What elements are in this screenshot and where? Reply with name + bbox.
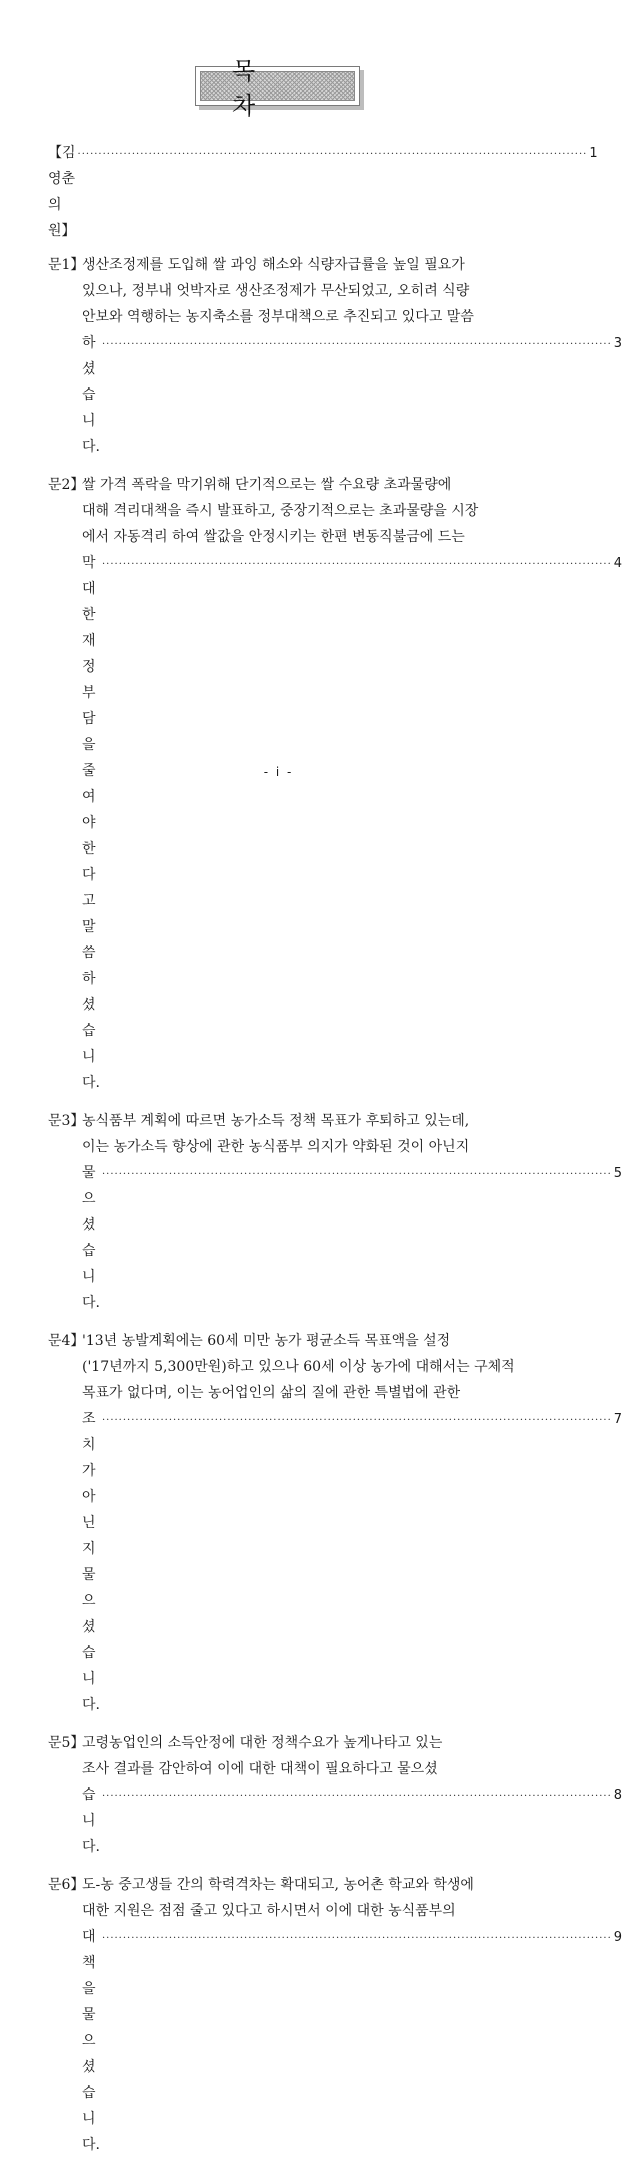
toc-page-number: 5 (613, 1166, 622, 1181)
toc-entry[interactable] (48, 252, 622, 460)
toc-entry-label: 문4】 (48, 1333, 85, 1349)
toc-entry-body (82, 1328, 622, 1718)
toc-entry-text: 막대한 재정부담을 줄여야 한다고 말씀하셨습니다. (82, 555, 100, 1091)
toc-entry-line: '13년 농발계획에는 60세 미만 농가 평균소득 목표액을 설정 (82, 1333, 451, 1349)
toc-entry-line: 농식품부 계획에 따르면 농가소득 정책 목표가 후퇴하고 있는데, (82, 1113, 470, 1129)
table-of-contents (48, 140, 622, 2170)
toc-page-number: 9 (613, 1930, 622, 1945)
toc-page-number: 1 (589, 146, 598, 161)
toc-entry[interactable] (48, 1328, 622, 1718)
toc-entry-last-line (82, 330, 622, 460)
toc-entry-label: 문6】 (48, 1877, 85, 1893)
toc-entry-line: 생산조정제를 도입해 쌀 과잉 해소와 식량자급률을 높일 필요가 (82, 257, 465, 273)
toc-entry-label: 문5】 (48, 1735, 85, 1751)
toc-entry[interactable] (48, 1730, 622, 1860)
toc-entry-line: 에서 자동격리 하여 쌀값을 안정시키는 한편 변동직불금에 드는 (82, 529, 465, 545)
toc-entry-label: 문1】 (48, 257, 85, 273)
dot-leader (102, 1408, 612, 1434)
page-footer-number: - i - (263, 765, 294, 779)
toc-page-number: 8 (613, 1788, 622, 1803)
toc-page-number: 7 (613, 1412, 622, 1427)
toc-entry-text: 습니다. (82, 1787, 100, 1855)
dot-leader (78, 142, 588, 168)
toc-entry-line: 대해 격리대책을 즉시 발표하고, 중장기적으로는 초과물량을 시장 (82, 503, 479, 519)
toc-entry[interactable] (48, 140, 598, 244)
toc-entry-body (82, 1108, 622, 1316)
toc-entry-last-line (82, 1782, 622, 1860)
toc-entry-line: 조사 결과를 감안하여 이에 대한 대책이 필요하다고 물으셨 (82, 1761, 438, 1777)
toc-entry[interactable] (48, 472, 622, 1096)
toc-entry-text: 대책을 물으셨습니다. (82, 1929, 100, 2153)
page-title: 목 차 (232, 57, 292, 120)
dot-leader (102, 1926, 612, 1952)
dot-leader (102, 1162, 612, 1188)
toc-entry-label: 문3】 (48, 1113, 85, 1129)
dot-leader (102, 552, 612, 578)
toc-entry-label: 【김영춘 의원】 (48, 145, 76, 239)
toc-entry-body (82, 252, 622, 460)
dot-leader (102, 1784, 612, 1810)
dot-leader (102, 332, 612, 358)
toc-entry[interactable] (48, 1872, 622, 2158)
toc-entry-last-line (82, 550, 622, 1096)
toc-entry-line: 안보와 역행하는 농지축소를 정부대책으로 추진되고 있다고 말씀 (82, 309, 474, 325)
toc-entry-line: 대한 지원은 점점 줄고 있다고 하시면서 이에 대한 농식품부의 (82, 1903, 456, 1919)
toc-entry-last-line (82, 1406, 622, 1718)
toc-entry-last-line (82, 1924, 622, 2158)
toc-entry-line: 이는 농가소득 향상에 관한 농식품부 의지가 약화된 것이 아닌지 (82, 1139, 470, 1155)
toc-entry-label: 문2】 (48, 477, 85, 493)
toc-page-number: 3 (613, 336, 622, 351)
toc-entry-line: 목표가 없다며, 이는 농어업인의 삶의 질에 관한 특별법에 관한 (82, 1385, 461, 1401)
toc-entry-line: 쌀 가격 폭락을 막기위해 단기적으로는 쌀 수요량 초과물량에 (82, 477, 452, 493)
toc-entry-line: 고령농업인의 소득안정에 대한 정책수요가 높게나타고 있는 (82, 1735, 443, 1751)
toc-entry-text: 하셨습니다. (82, 335, 100, 455)
toc-entry-line: ('17년까지 5,300만원)하고 있으나 60세 이상 농가에 대해서는 구체적 (82, 1359, 515, 1375)
toc-entry-line: 있으나, 정부내 엇박자로 생산조정제가 무산되었고, 오히려 식량 (82, 283, 470, 299)
toc-entry-last-line (48, 140, 598, 244)
toc-title-box (195, 57, 360, 120)
toc-entry-line: 도-농 중고생들 간의 학력격차는 확대되고, 농어촌 학교와 학생에 (82, 1877, 474, 1893)
toc-entry-text: 물으셨습니다. (82, 1165, 100, 1311)
toc-entry-body (48, 140, 598, 244)
toc-entry-body (82, 1730, 622, 1860)
toc-entry[interactable] (48, 1108, 622, 1316)
toc-entry-body (82, 472, 622, 1096)
toc-page-number: 4 (613, 556, 622, 571)
toc-entry-body (82, 1872, 622, 2158)
toc-entry-text: 조치가 아닌지 물으셨습니다. (82, 1411, 100, 1713)
toc-entry-last-line (82, 1160, 622, 1316)
